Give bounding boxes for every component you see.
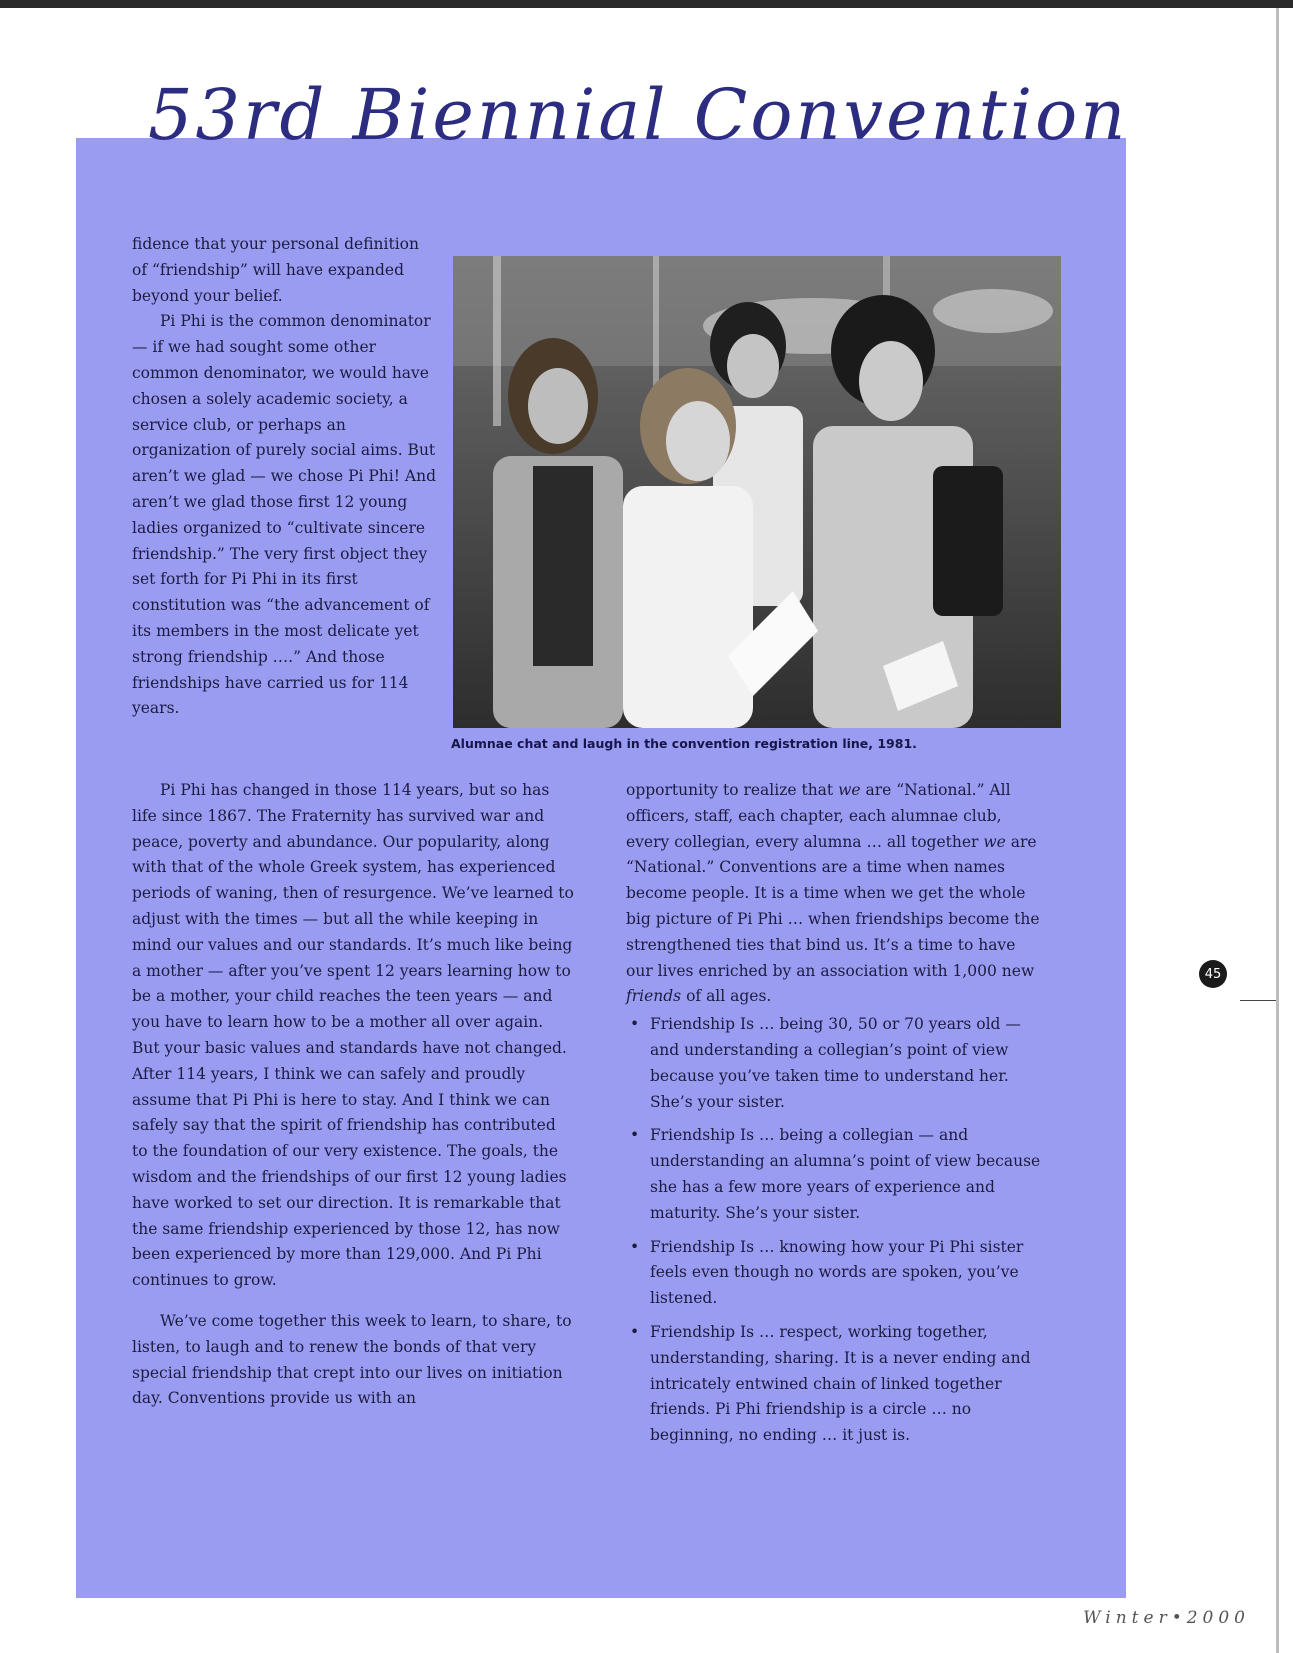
paragraph-come-together: We’ve come together this week to learn, to share, to listen, to laugh and to renew the bonds of that very special friendship that crept into our lives on initiation day. Conventions provide us with an: [132, 1311, 572, 1408]
photo-illustration: [453, 256, 1061, 728]
top-rule: [0, 0, 1293, 8]
paragraph-changes: Pi Phi has changed in those 114 years, but so has life since 1867. The Fraternity has survived war and peace, poverty and abundance. Our popularity, along with that of the whole Greek system, has experienced periods of waning, then of resurgence. We’ve learned to adjust with the times — but all the while keeping in mind our values and our standards. It’s much like being a mother — after you’ve spent 12 years learning how to be a mother, your child reaches the teen years — and you have to learn how to be a mother all over again. But your basic values and standards have not changed. After 114 years, I think we can safely and proudly assume that Pi Phi is here to stay. And I think we can safely say that the spirit of friendship has contributed to the foundation of our very existence. The goals, the wisdom and the friendships of our first 12 young ladies have worked to set our direction. It is remarkable that the same friendship experienced by those 12, has now been experienced by more than 129,000. And Pi Phi continues to grow.: [132, 781, 574, 1290]
paragraph-continuation: fidence that your personal definition of “friendship” will have expanded beyond your belief.: [132, 235, 419, 305]
article-column-right: [626, 778, 1046, 1457]
article-column-left-lower: [132, 778, 574, 1412]
list-item: • Friendship Is … knowing how your Pi Phi sister feels even though no words are spoken, you’ve listened.: [626, 1235, 1046, 1312]
page-title: 53rd Biennial Convention: [148, 74, 1129, 156]
list-item: • Friendship Is … being a collegian — and understanding an alumna’s point of view because she has a few more years of experience and maturity. She’s your sister.: [626, 1123, 1046, 1226]
photo-caption: Alumnae chat and laugh in the convention registration line, 1981.: [451, 736, 917, 751]
page-number-badge: 45: [1199, 960, 1227, 988]
list-item: • Friendship Is … being 30, 50 or 70 years old — and understanding a collegian’s point of view because you’ve taken time to understand her. She’s your sister.: [626, 1012, 1046, 1115]
page-number-rule: [1240, 1000, 1276, 1001]
issue-footer: Winter•2000: [1083, 1608, 1250, 1628]
list-item: • Friendship Is … respect, working together, understanding, sharing. It is a never ending and intricately entwined chain of linked together friends. Pi Phi friendship is a circle … no beginning, no ending … it just is.: [626, 1320, 1046, 1449]
convention-photo: [453, 256, 1061, 728]
friendship-list: [626, 1012, 1046, 1449]
paragraph-common-denominator: Pi Phi is the common denominator — if we had sought some other common denominator, we would have chosen a solely academic society, a service club, or perhaps an organization of purely social aims. But aren’t we glad — we chose Pi Phi! And aren’t we glad those first 12 young ladies organized to “cultivate sincere friendship.” The very first object they set forth for Pi Phi in its first constitution was “the advancement of its members in the most delicate yet strong friendship ….” And those friendships have carried us for 114 years.: [132, 312, 437, 718]
paragraph-national: opportunity to realize that we are “National.” All officers, staff, each chapter, each alumnae club, every collegian, every alumna … all together we are “National.” Conventions are a time when names become people. It is a time when we get the whole big picture of Pi Phi … when friendships become the strengthened ties that bind us. It’s a time to have our lives enriched by an association with 1,000 new friends of all ages.: [626, 781, 1040, 1006]
article-column-left: [132, 232, 437, 722]
side-rule: [1276, 8, 1279, 1653]
